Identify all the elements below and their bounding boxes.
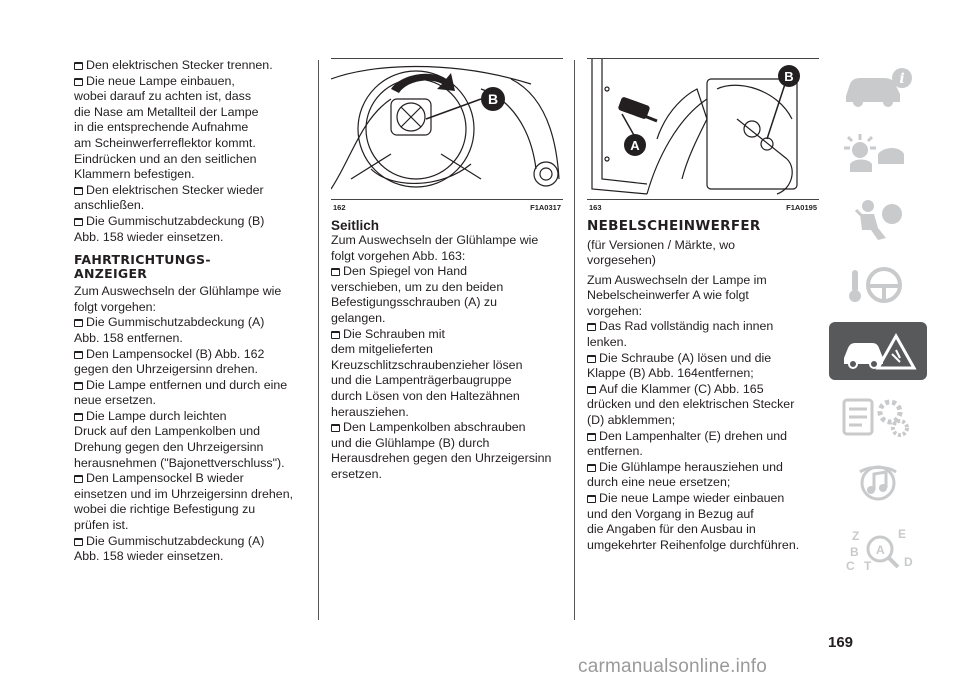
body-text: Herausdrehen gegen den Uhrzeigersinn	[331, 451, 552, 466]
car-emergency-icon	[838, 328, 918, 374]
body-text: die Angaben für den Ausbau in	[587, 522, 756, 537]
bullet-text: Auf die Klammer (C) Abb. 165	[587, 382, 819, 398]
bullet-text: Die Schraube (A) lösen und die	[587, 351, 819, 367]
body-text: Klappe (B) Abb. 164entfernen;	[587, 366, 754, 381]
body-text: Klammern befestigen.	[74, 167, 195, 182]
body-text: Nebelscheinwerfer A wie folgt	[587, 288, 749, 303]
body-text: folgt vorgehen:	[74, 299, 156, 314]
tab-car-emergency[interactable]	[829, 322, 927, 380]
chapter-tabs	[829, 58, 929, 586]
bullet-icon	[587, 433, 596, 441]
bullet-icon	[74, 475, 83, 483]
car-info-icon	[838, 64, 918, 110]
tab-multimedia[interactable]	[829, 454, 927, 512]
column-divider	[318, 60, 319, 620]
bullet-icon	[587, 386, 596, 394]
body-text: am Scheinwerferreflektor kommt.	[74, 135, 256, 150]
body-text: umgekehrter Reihenfolge durchführen.	[587, 537, 800, 552]
body-text: Druck auf den Lampenkolben und	[74, 424, 260, 439]
figure-code: F1A0195	[786, 203, 817, 212]
maintenance-gears-icon	[838, 394, 918, 440]
column-2	[331, 58, 563, 483]
bullet-icon	[74, 78, 83, 86]
body-text: Zum Auswechseln der Glühlampe wie	[74, 284, 282, 299]
bullet-text: Den Spiegel von Hand	[331, 264, 563, 280]
bullet-text: Die neue Lampe wieder einbauen	[587, 491, 819, 507]
index-letter: E	[898, 527, 907, 541]
body-text: Drehung gegen den Uhrzeigersinn	[74, 440, 264, 455]
bullet-icon	[587, 495, 596, 503]
bullet-text: Den elektrischen Stecker wieder	[74, 183, 306, 199]
body-text: neue ersetzen.	[74, 393, 156, 408]
warning-lights-icon	[838, 130, 918, 176]
body-text: Abb. 158 wieder einsetzen.	[74, 549, 224, 564]
body-text: Zum Auswechseln der Glühlampe wie	[331, 233, 539, 247]
body-text: Befestigungsschrauben (A) zu	[331, 295, 497, 310]
body-text: anschließen.	[74, 198, 145, 213]
page-number: 169	[828, 634, 854, 651]
body-text: und die Glühlampe (B) durch	[331, 435, 490, 450]
body-text: gelangen.	[331, 310, 386, 325]
figure-number: 162	[333, 203, 346, 212]
body-text: durch Lösen von den Haltezähnen	[331, 388, 520, 403]
bullet-text: Die Lampe entfernen und durch eine	[74, 378, 306, 394]
bullet-icon	[331, 268, 340, 276]
body-text: und den Vorgang in Bezug auf	[587, 506, 754, 521]
bullet-icon	[74, 382, 83, 390]
bullet-text: Den Lampensockel (B) Abb. 162	[74, 347, 306, 363]
side-indicator-illustration	[587, 59, 819, 199]
bullet-text: Den Lampenhalter (E) drehen und	[587, 429, 819, 445]
bullet-icon	[74, 62, 83, 70]
body-text: folgt vorgehen Abb. 163:	[331, 248, 466, 263]
index-letter: T	[864, 559, 872, 572]
bullet-icon	[74, 413, 83, 421]
figure-caption	[587, 200, 819, 214]
index-letter: Z	[852, 529, 860, 543]
body-text: wobei die richtige Befestigung zu	[74, 502, 256, 517]
headlamp-rear-illustration	[331, 59, 563, 199]
tab-steering-key[interactable]	[829, 256, 927, 314]
steering-key-icon	[838, 262, 918, 308]
body-text: herausnehmen ("Bajonettverschluss").	[74, 455, 285, 470]
figure-label-a: A	[630, 138, 640, 153]
body-text: verschieben, um zu den beiden	[331, 279, 504, 294]
bullet-text: Die Schrauben mit	[331, 327, 563, 343]
bullet-text: Die Lampe durch leichten	[74, 409, 306, 425]
body-text: ersetzen.	[331, 466, 382, 481]
figure-number: 163	[589, 203, 602, 212]
column-3	[587, 58, 819, 553]
figure-label-b: B	[487, 91, 499, 107]
watermark: carmanualsonline.info	[578, 656, 768, 677]
tab-airbag-safety[interactable]	[829, 190, 927, 248]
bullet-icon	[587, 355, 596, 363]
column-1	[74, 58, 306, 565]
body-text: und die Lampenträgerbaugruppe	[331, 373, 512, 388]
svg-text:i: i	[899, 71, 905, 87]
figure-code: F1A0317	[530, 203, 561, 212]
index-letters-icon	[838, 526, 918, 572]
body-text: drücken und den elektrischen Stecker	[587, 397, 795, 412]
body-text: vorgesehen)	[587, 253, 656, 268]
bullet-text: Die Gummischutzabdeckung (B)	[74, 214, 306, 230]
bullet-icon	[331, 424, 340, 432]
multimedia-icon	[838, 460, 918, 506]
body-text: Eindrücken und an den seitlichen	[74, 151, 257, 166]
bullet-icon	[74, 538, 83, 546]
body-text: dem mitgelieferten	[331, 342, 433, 357]
body-text: vorgehen:	[587, 303, 643, 318]
bullet-icon	[74, 319, 83, 327]
bullet-text: Das Rad vollständig nach innen	[587, 319, 819, 335]
section-heading: FAHRTRICHTUNGS- ANZEIGER	[74, 252, 211, 281]
body-text: Kreuzschlitzschraubenzieher lösen	[331, 357, 523, 372]
body-text: Zum Auswechseln der Lampe im	[587, 272, 767, 287]
bullet-icon	[74, 218, 83, 226]
index-letter: B	[850, 545, 859, 559]
bullet-text: Die Gummischutzabdeckung (A)	[74, 534, 306, 550]
airbag-safety-icon	[838, 196, 918, 242]
figure-caption	[331, 200, 563, 214]
bullet-text: Den Lampensockel B wieder	[74, 471, 306, 487]
bullet-text: Die Glühlampe herausziehen und	[587, 460, 819, 476]
bullet-text: Die neue Lampe einbauen,	[74, 74, 306, 90]
body-text: wobei darauf zu achten ist, dass	[74, 89, 252, 104]
body-text: die Nase am Metallteil der Lampe	[74, 104, 259, 119]
column-divider	[574, 60, 575, 620]
subheading: Seitlich	[331, 218, 380, 233]
index-letter: D	[904, 555, 913, 569]
bullet-text: Die Gummischutzabdeckung (A)	[74, 315, 306, 331]
tab-car-info[interactable]	[829, 58, 927, 116]
body-text: (D) abklemmen;	[587, 413, 676, 428]
figure-163-image	[587, 58, 819, 200]
body-text: (für Versionen / Märkte, wo	[587, 237, 736, 252]
body-text: in die entsprechende Aufnahme	[74, 120, 249, 135]
body-text: durch eine neue ersetzen;	[587, 475, 731, 490]
figure-label-b: B	[784, 69, 794, 84]
tab-maintenance[interactable]	[829, 388, 927, 446]
section-heading: NEBELSCHEINWERFER	[587, 218, 761, 234]
bullet-text: Den Lampenkolben abschrauben	[331, 420, 563, 436]
figure-162-image	[331, 58, 563, 200]
body-text: prüfen ist.	[74, 518, 129, 533]
index-letter: C	[846, 559, 855, 572]
bullet-icon	[587, 323, 596, 331]
body-text: herausziehen.	[331, 404, 409, 419]
body-text: entfernen.	[587, 444, 643, 459]
body-text: Abb. 158 wieder einsetzen.	[74, 229, 224, 244]
bullet-icon	[331, 331, 340, 339]
tab-warning-lights[interactable]	[829, 124, 927, 182]
index-letter: A	[876, 543, 885, 557]
body-text: gegen den Uhrzeigersinn drehen.	[74, 362, 258, 377]
tab-index[interactable]	[829, 520, 927, 578]
bullet-text: Den elektrischen Stecker trennen.	[74, 58, 306, 74]
body-text: Abb. 158 entfernen.	[74, 330, 183, 345]
bullet-icon	[587, 464, 596, 472]
bullet-icon	[74, 187, 83, 195]
bullet-icon	[74, 351, 83, 359]
body-text: einsetzen und im Uhrzeigersinn drehen,	[74, 486, 294, 501]
body-text: lenken.	[587, 335, 627, 350]
